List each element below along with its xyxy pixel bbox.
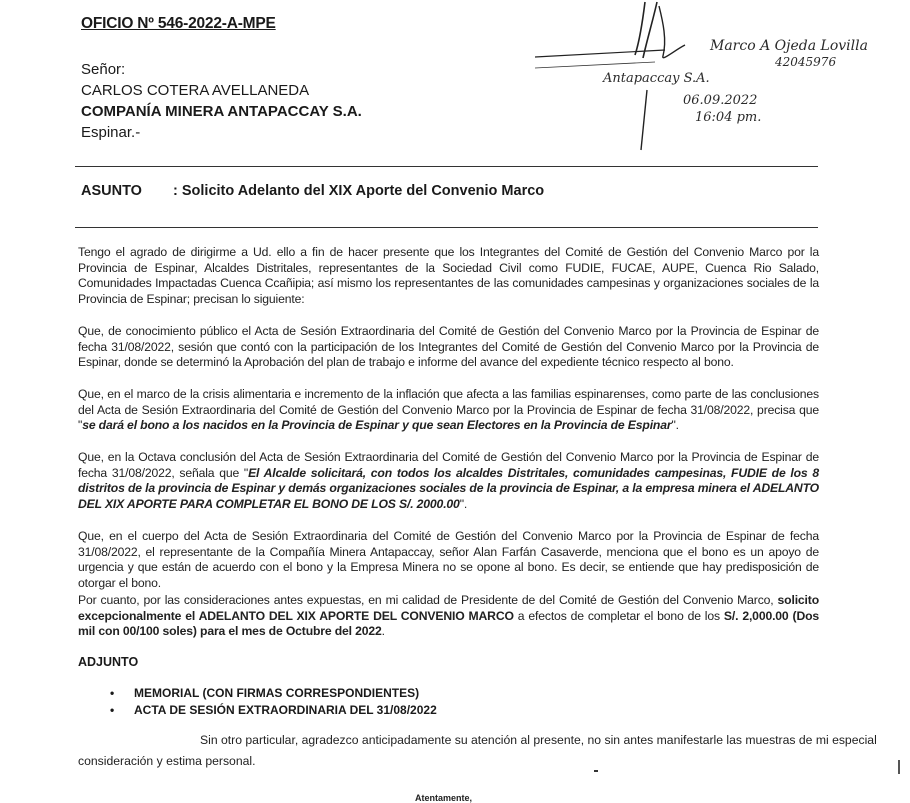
paragraph-inflation: Que, en el marco de la crisis alimentaria e incremento de la inflación que afecta a las familias espinarenses, como parte de las conclusiones del Acta de Sesión Extraordinaria del Comité de Gestión del Convenio Marco por la Provincia de Espinar de fecha 31/08/2022, precisa que "se dará el bono a los nacidos en la Provincia de Espinar y que sean Electores en la Provincia de Espinar". [78, 387, 819, 433]
addressee-place: Espinar.- [81, 124, 141, 141]
paragraph-acta: Que, de conocimiento público el Acta de Sesión Extraordinaria del Comité de Gestión del Convenio Marco por la Provincia de Espinar de fecha 31/08/2022, sesión que contó con la participación de los Integrantes del Comité de Gestión del Convenio Marco por la Provincia de Espinar, donde se determinó la Aprobación del plan de trabajo e informe del avance del expediente técnico respecto al bono. [78, 324, 819, 370]
adjunto-label: ADJUNTO [78, 655, 139, 669]
stamp-time: 16:04 pm. [695, 110, 762, 125]
closing-line2: consideración y estima personal. [78, 754, 256, 768]
divider-bottom [75, 227, 818, 228]
list-item: • ACTA DE SESIÓN EXTRAORDINARIA DEL 31/08/2022 [110, 702, 437, 719]
divider-top [75, 166, 818, 167]
paragraph-solicitud: Por cuanto, por las consideraciones antes expuestas, en mi calidad de Presidente de del Comité de Gestión del Convenio Marco, solicito excepcionalmente el ADELANTO DEL XIX APORTE DEL CONVENIO MARCO a efectos de completar el bono de los S/. 2,000.00 (Dos mil con 00/100 soles) para el mes de Octubre del 2022. [78, 593, 820, 639]
paragraph-octava: Que, en la Octava conclusión del Acta de Sesión Extraordinaria del Comité de Gestión del Convenio Marco por la Provincia de Espinar de fecha 31/08/2022, señala que "El Alcalde solicitará, con todos los alcaldes Distritales, comunidades campesinas, FUDIE de los 8 distritos de la provincia de Espinar y demás organizaciones sociales de la provincia de Espinar, a la empresa minera el ADELANTO DEL XIX APORTE PARA COMPLETAR EL BONO DE LOS S/. 2000.00". [78, 450, 819, 511]
paragraph-intro: Tengo el agrado de dirigirme a Ud. ello a fin de hacer presente que los Integrantes del Comité de Gestión del Convenio Marco por la Provincia de Espinar, Alcaldes Distritales, representantes de la Sociedad Civil como FUDIE, FUCAE, AUPE, Cuenca Rio Salado, Comunidades Impactadas Cuenca Ccañipia; así mismo los representantes de las comunidades campesinas y organizaciones sociales de la Provincia de Espinar; precisan lo siguiente: [78, 245, 819, 306]
ink-mark [594, 770, 598, 772]
stamp-line3: Antapaccay S.A. [603, 71, 710, 86]
adjunto-list [110, 685, 437, 719]
addressee-name: CARLOS COTERA AVELLANEDA [81, 82, 310, 99]
stamp-line1: Marco A Ojeda Lovilla [710, 38, 868, 54]
asunto-label: ASUNTO [81, 183, 142, 199]
paragraph-representante: Que, en el cuerpo del Acta de Sesión Extraordinaria del Comité de Gestión del Convenio Marco por la Provincia de Espinar de fecha 31/08/2022, el representante de la Compañía Minera Antapaccay, señor Alan Farfán Casaverde, menciona que el bono es un apoyo de urgencia y que están de acuerdo con el bono y la Empresa Minera no se opone al bono. Es decir, se entiende que hay predisposición de otorgar el bono. [78, 529, 819, 590]
list-item: • MEMORIAL (CON FIRMAS CORRESPONDIENTES) [110, 685, 437, 702]
atentamente: Atentamente, [415, 793, 473, 803]
addressee-company: COMPANÍA MINERA ANTAPACCAY S.A. [81, 103, 362, 120]
salutation: Señor: [81, 61, 126, 78]
stamp-date: 06.09.2022 [683, 93, 758, 108]
scan-edge-mark [898, 760, 900, 774]
oficio-number: OFICIO Nº 546-2022-A-MPE [81, 15, 276, 32]
closing-line1: Sin otro particular, agradezco anticipadamente su atención al presente, no sin antes manifestarle las muestras de mi especial [200, 733, 877, 747]
reception-stamp [535, 0, 875, 160]
asunto-text: : Solicito Adelanto del XIX Aporte del Convenio Marco [173, 183, 545, 199]
stamp-line2: 42045976 [775, 55, 837, 69]
